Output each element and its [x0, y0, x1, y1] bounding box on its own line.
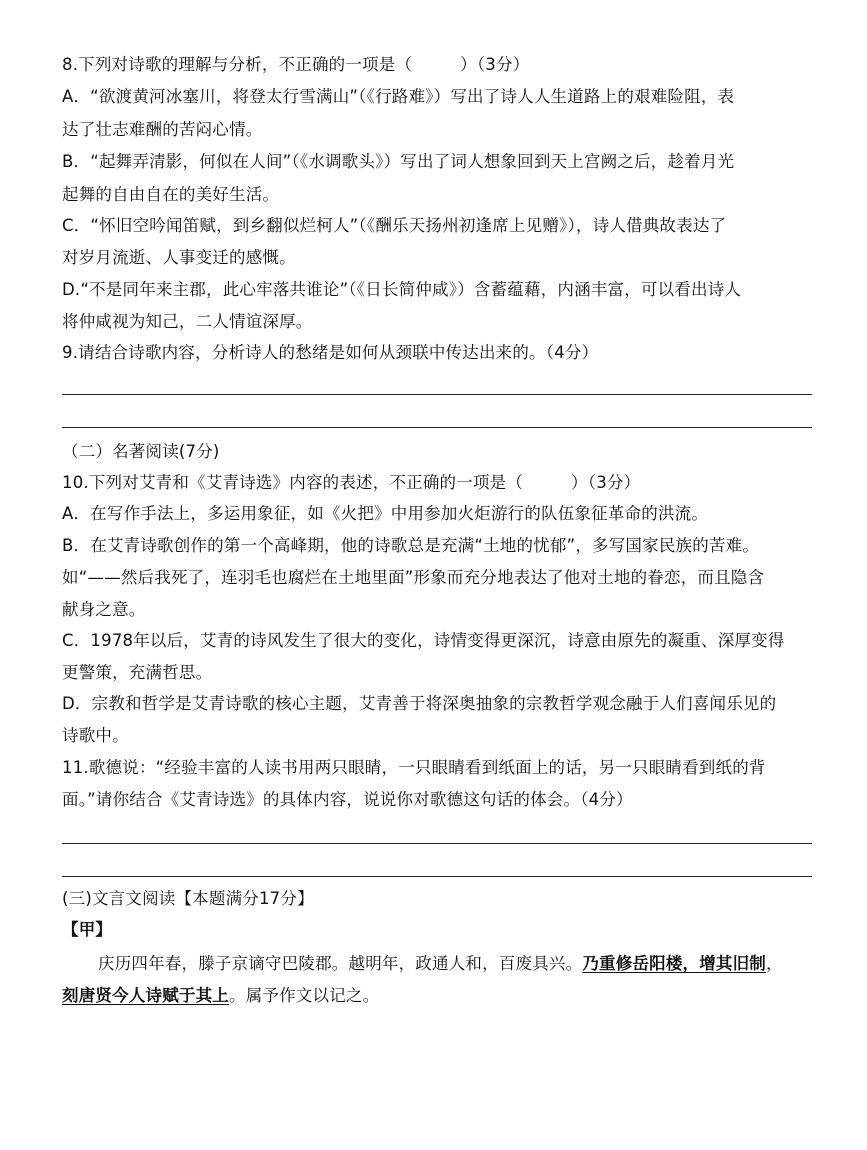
option-8d-line2: 将仲咸视为知己，二人情谊深厚。 — [62, 312, 313, 331]
underlined-phrase: 乃重修岳阳楼，增其旧制 — [582, 954, 767, 973]
underlined-phrase: 刻唐贤今人诗赋于其上 — [62, 986, 229, 1005]
passage-text: 。属予作文以记之。 — [229, 986, 380, 1005]
passage-line1 — [98, 953, 783, 975]
option-10a-line1: A．在写作手法上，多运用象征，如《火把》中用参加火炬游行的队伍象征革命的洪流。 — [62, 504, 709, 523]
option-10b-line1: B．在艾青诗歌创作的第一个高峰期，他的诗歌总是充满“土地的忧郁”，多写国家民族的苦难。 — [62, 536, 760, 555]
question-8-score: ）（3分） — [460, 55, 530, 74]
option-10d-line1: D．宗教和哲学是艾青诗歌的核心主题，艾青善于将深奥抽象的宗教哲学观念融于人们喜闻乐见的 — [62, 694, 777, 713]
option-10b-line2: 如“——然后我死了，连羽毛也腐烂在土地里面”形象而充分地表达了他对土地的眷恋，而且隐含 — [62, 568, 765, 587]
section-3-title: (三)文言文阅读【本题满分17分】 — [62, 889, 314, 908]
question-9-stem: 9.请结合诗歌内容，分析诗人的愁绪是如何从颈联中传达出来的。（4分） — [62, 343, 599, 362]
answer-line[interactable] — [62, 876, 812, 877]
option-8b-line1: B．“起舞弄清影，何似在人间”（《水调歌头》）写出了词人想象回到天上宫阙之后，趁着月光 — [62, 152, 735, 171]
question-11-line2: 面。”请你结合《艾青诗选》的具体内容，说说你对歌德这句话的体会。（4分） — [62, 790, 633, 809]
question-10-stem — [62, 472, 640, 494]
passage-line2 — [62, 985, 379, 1007]
option-10c-line2: 更警策，充满哲思。 — [62, 663, 213, 682]
option-10c-line1: C．1978年以后，艾青的诗风发生了很大的变化，诗情变得更深沉，诗意由原先的凝重、深厚变得 — [62, 631, 785, 650]
option-8a-line1: A．“欲渡黄河冰塞川，将登太行雪满山”（《行路难》）写出了诗人人生道路上的艰难险阻，表 — [62, 87, 735, 106]
section-2-title: （二）名著阅读(7分) — [62, 442, 220, 461]
answer-line[interactable] — [62, 394, 812, 395]
question-8-stem-text: 8.下列对诗歌的理解与分析，不正确的一项是（ — [62, 55, 413, 74]
answer-line[interactable] — [62, 427, 812, 428]
question-10-stem-text: 10.下列对艾青和《艾青诗选》内容的表述，不正确的一项是（ — [62, 473, 524, 492]
passage-label: 【甲】 — [62, 920, 113, 939]
question-10-score: ）（3分） — [571, 473, 641, 492]
option-8b-line2: 起舞的自由自在的美好生活。 — [62, 185, 280, 204]
question-11-line1: 11.歌德说：“经验丰富的人读书用两只眼睛，一只眼睛看到纸面上的话，另一只眼睛看到纸的背 — [62, 758, 766, 777]
answer-line[interactable] — [62, 843, 812, 844]
option-8c-line1: C．“怀旧空吟闻笛赋，到乡翻似烂柯人”（《酬乐天扬州初逢席上见赠》），诗人借典故表达了 — [62, 216, 727, 235]
passage-punct: ， — [766, 954, 783, 973]
option-8d-line1: D.“不是同年来主郡，此心牢落共谁论”（《日长简仲咸》）含蓄蕴藉，内涵丰富，可以看出诗人 — [62, 280, 742, 299]
question-8-stem — [62, 54, 529, 76]
option-8c-line2: 对岁月流逝、人事变迁的感慨。 — [62, 248, 296, 267]
option-10b-line3: 献身之意。 — [62, 600, 146, 619]
passage-text: 庆历四年春，滕子京谪守巴陵郡。越明年，政通人和，百废具兴。 — [98, 954, 583, 973]
option-10d-line2: 诗歌中。 — [62, 726, 129, 745]
option-8a-line2: 达了壮志难酬的苦闷心情。 — [62, 120, 263, 139]
